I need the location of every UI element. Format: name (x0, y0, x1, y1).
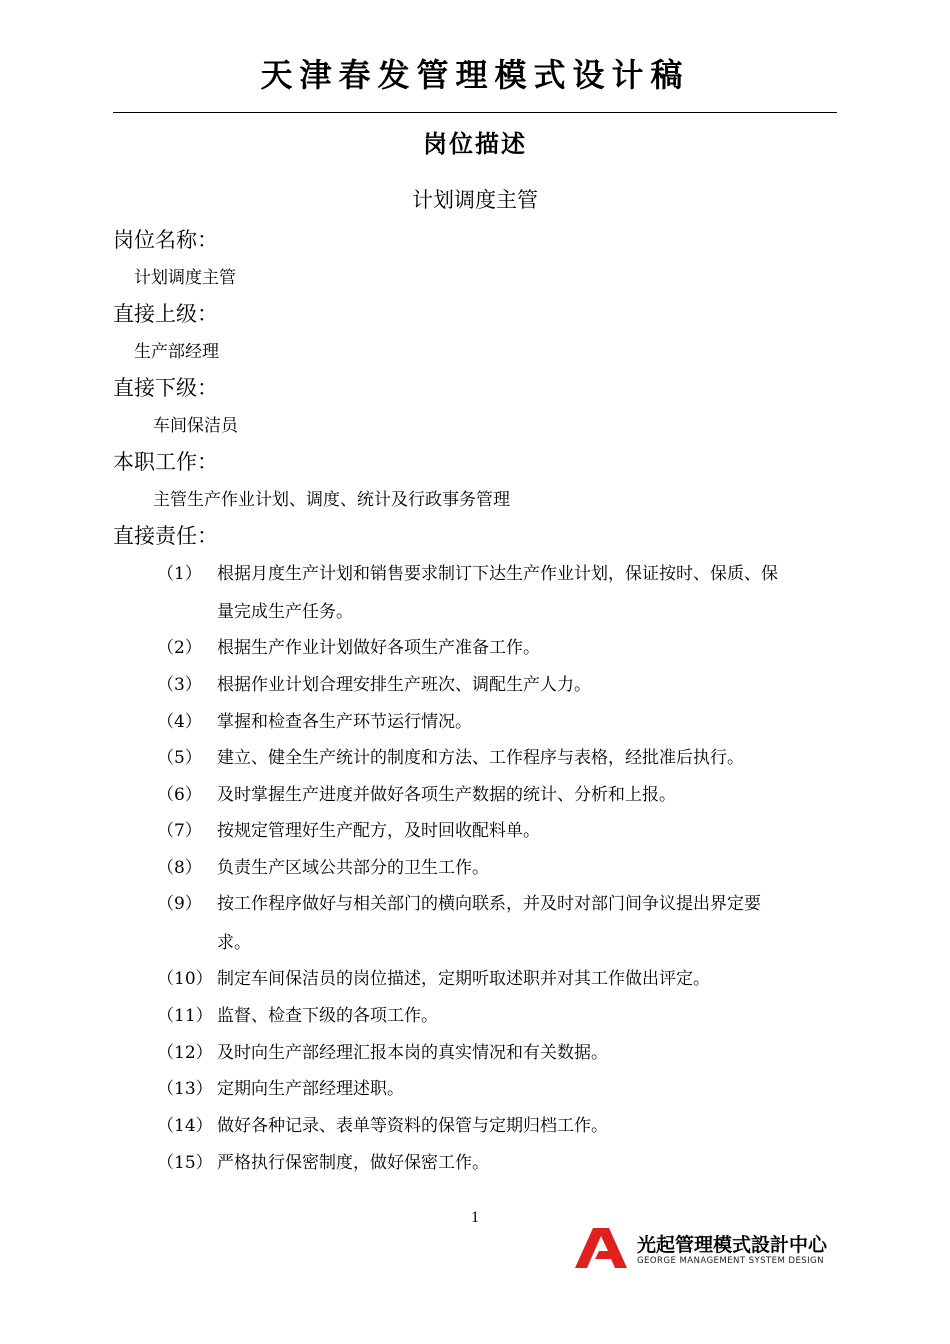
position-name-value: 计划调度主管 (134, 268, 236, 288)
duty-text: 做好各种记录、表单等资料的保管与定期归档工作。 (217, 1116, 608, 1136)
duty-text: 监督、检查下级的各项工作。 (217, 1006, 438, 1026)
duty-text: 定期向生产部经理述职。 (217, 1079, 404, 1099)
duty-text: 负责生产区域公共部分的卫生工作。 (217, 858, 489, 878)
duty-number: （8） (157, 858, 202, 878)
duty-text: 按规定管理好生产配方，及时回收配料单。 (217, 821, 540, 841)
duty-number: （6） (157, 785, 202, 805)
duty-number: （15） (157, 1153, 213, 1173)
duty-text: 根据生产作业计划做好各项生产准备工作。 (217, 638, 540, 658)
responsibilities-label: 直接责任： (113, 524, 218, 548)
logo-a-icon (575, 1228, 627, 1268)
duty-number: （5） (157, 748, 202, 768)
duty-number: （1） (157, 564, 202, 584)
duty-number: （13） (157, 1079, 213, 1099)
duty-number: （7） (157, 821, 202, 841)
duty-number: （2） (157, 638, 202, 658)
direct-superior-value: 生产部经理 (134, 342, 219, 362)
duty-text: 及时掌握生产进度并做好各项生产数据的统计、分析和上报。 (217, 785, 676, 805)
duty-number: （4） (157, 712, 202, 732)
duty-text: 根据作业计划合理安排生产班次、调配生产人力。 (217, 675, 591, 695)
job-work-label: 本职工作： (113, 450, 218, 474)
header-title: 天津春发管理模式设计稿 (260, 56, 690, 94)
duty-number: （12） (157, 1043, 213, 1063)
logo-chinese-name: 光起管理模式設計中心 (637, 1234, 828, 1256)
document-subtitle: 计划调度主管 (412, 188, 538, 212)
job-work-value: 主管生产作业计划、调度、统计及行政事务管理 (153, 490, 510, 510)
duty-number: （11） (157, 1006, 213, 1026)
company-logo (575, 1228, 845, 1270)
page-number: 1 (471, 1209, 479, 1226)
duty-text: 建立、健全生产统计的制度和方法、工作程序与表格，经批准后执行。 (217, 748, 744, 768)
direct-subordinate-value: 车间保洁员 (153, 416, 238, 436)
duty-text: 及时向生产部经理汇报本岗的真实情况和有关数据。 (217, 1043, 608, 1063)
direct-subordinate-label: 直接下级： (113, 376, 218, 400)
duty-number: （9） (157, 894, 202, 914)
duty-text: 掌握和检查各生产环节运行情况。 (217, 712, 472, 732)
header-divider (113, 112, 837, 113)
duty-text: 根据月度生产计划和销售要求制订下达生产作业计划，保证按时、保质、保 (217, 564, 778, 584)
duty-number: （3） (157, 675, 202, 695)
direct-superior-label: 直接上级： (113, 302, 218, 326)
duty-text: 量完成生产任务。 (217, 602, 353, 622)
duty-text: 严格执行保密制度，做好保密工作。 (217, 1153, 489, 1173)
duty-number: （14） (157, 1116, 213, 1136)
duty-text: 求。 (217, 933, 251, 953)
duty-number: （10） (157, 969, 213, 989)
logo-english-name: GEORGE MANAGEMENT SYSTEM DESIGN (637, 1256, 824, 1266)
duty-text: 制定车间保洁员的岗位描述，定期听取述职并对其工作做出评定。 (217, 969, 710, 989)
position-name-label: 岗位名称： (113, 228, 218, 252)
duty-text: 按工作程序做好与相关部门的横向联系，并及时对部门间争议提出界定要 (217, 894, 761, 914)
document-title: 岗位描述 (423, 130, 527, 158)
